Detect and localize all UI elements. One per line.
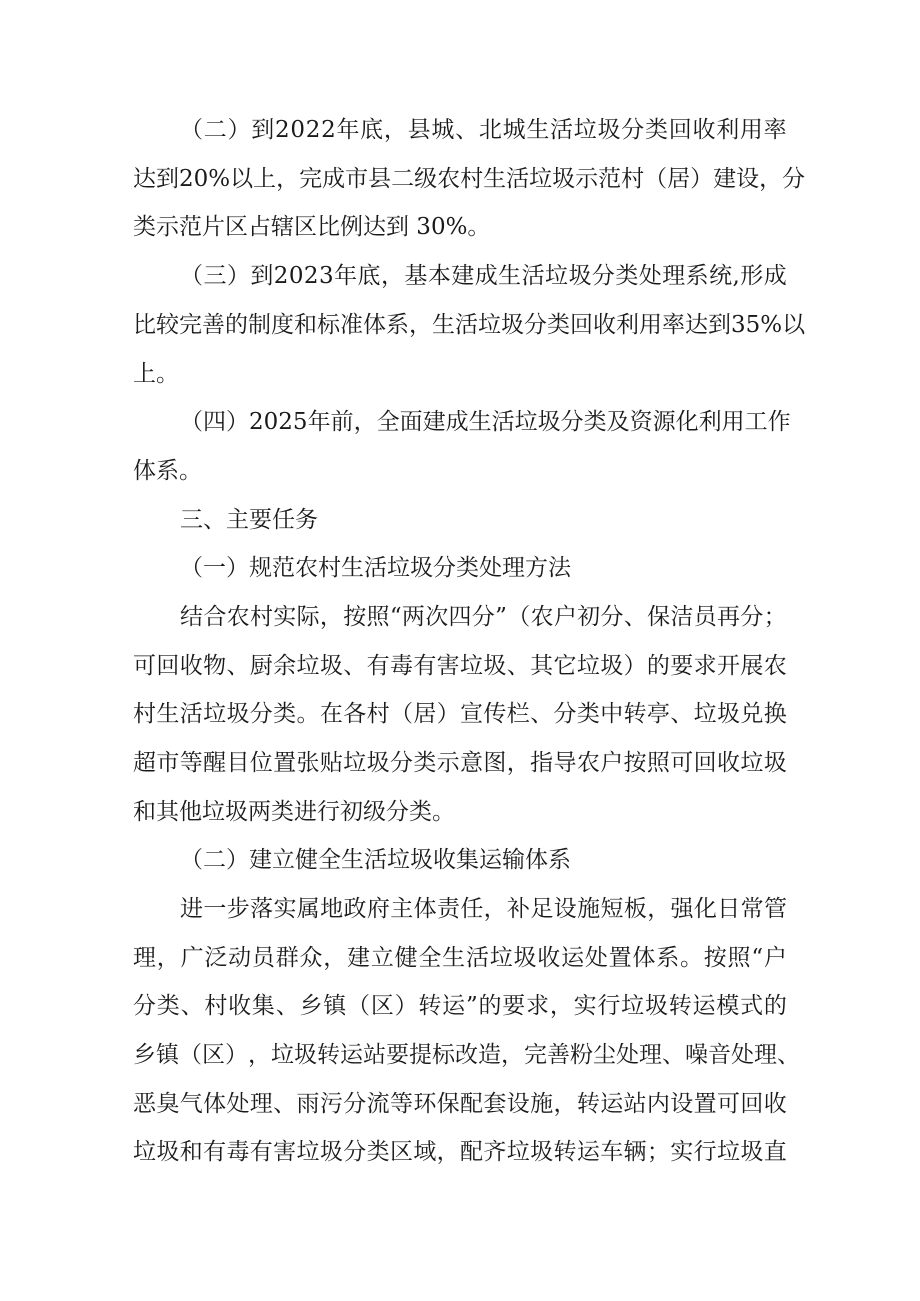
paragraph-2-line-1: （ 三 ） 到 2 0 2 3 年 底 ， 基 本 建 成 生 活 垃 圾 分 类 处 理 系 统 , 形 成 [180,263,787,289]
paragraph-3-line-2: 体系。 [133,458,202,484]
subheading-1: （一）规范农村生活垃圾分类处理方法 [180,555,571,581]
paragraph-4-line-1: 结 合 农 村 实 际 ， 按 照 “ 两 次 四 分 ” （ 农 户 初 分 、 保 洁 员 再 分 ； [180,604,787,630]
paragraph-5-line-3: 分 类 、 村 收 集 、 乡 镇 （ 区 ） 转 运 ” 的 要 求 ， 实 行 垃 圾 转 运 模 式 的 [133,993,787,1019]
paragraph-5-line-1: 进 一 步 落 实 属 地 政 府 主 体 责 任 ， 补 足 设 施 短 板 ， 强 化 日 常 管 [180,896,787,922]
paragraph-3-line-1: （ 四 ） 2 0 2 5 年 前 ， 全 面 建 成 生 活 垃 圾 分 类 及 资 源 化 利 用 工 作 [180,409,791,435]
paragraph-1-line-1: （ 二 ） 到 2 0 2 2 年 底 ， 县 城 、 北 城 生 活 垃 圾 分 类 回 收 利 用 率 [180,117,787,143]
paragraph-2-line-2: 比 较 完 善 的 制 度 和 标 准 体 系 ， 生 活 垃 圾 分 类 回 收 利 用 率 达 到 3 5 % 以 [133,312,806,338]
paragraph-1-line-3: 类示范片区占辖区比例达到 30%。 [133,214,491,240]
subheading-2: （二）建立健全生活垃圾收集运输体系 [180,847,571,873]
paragraph-5-line-5: 恶 臭 气 体 处 理 、 雨 污 分 流 等 环 保 配 套 设 施 ， 转 运 站 内 设 置 可 回 收 [133,1091,787,1117]
paragraph-4-line-2: 可 回 收 物 、 厨 余 垃 圾 、 有 毒 有 害 垃 圾 、 其 它 垃 圾 ） 的 要 求 开 展 农 [133,653,787,679]
section-heading-main-tasks: 三、主要任务 [180,507,318,533]
paragraph-4-line-5: 和其他垃圾两类进行初级分类。 [133,799,455,825]
paragraph-4-line-4: 超 市 等 醒 目 位 置 张 贴 垃 圾 分 类 示 意 图 ， 指 导 农 户 按 照 可 回 收 垃 圾 [133,750,787,776]
paragraph-5-line-4: 乡 镇 （ 区 ） ， 垃 圾 转 运 站 要 提 标 改 造 ， 完 善 粉 尘 处 理 、 噪 音 处 理 、 [133,1042,800,1068]
paragraph-5-line-2: 理 ， 广 泛 动 员 群 众 ， 建 立 健 全 生 活 垃 圾 收 运 处 置 体 系 。 按 照 “ 户 [133,945,787,971]
paragraph-1-line-2: 达 到 2 0 % 以 上 ， 完 成 市 县 二 级 农 村 生 活 垃 圾 示 范 村 （ 居 ） 建 设 ， 分 [133,166,806,192]
paragraph-2-line-3: 上。 [133,361,179,387]
paragraph-5-line-6: 垃 圾 和 有 毒 有 害 垃 圾 分 类 区 域 ， 配 齐 垃 圾 转 运 车 辆 ； 实 行 垃 圾 直 [133,1139,787,1165]
paragraph-4-line-3: 村 生 活 垃 圾 分 类 。 在 各 村 （ 居 ） 宣 传 栏 、 分 类 中 转 亭 、 垃 圾 兑 换 [133,701,787,727]
